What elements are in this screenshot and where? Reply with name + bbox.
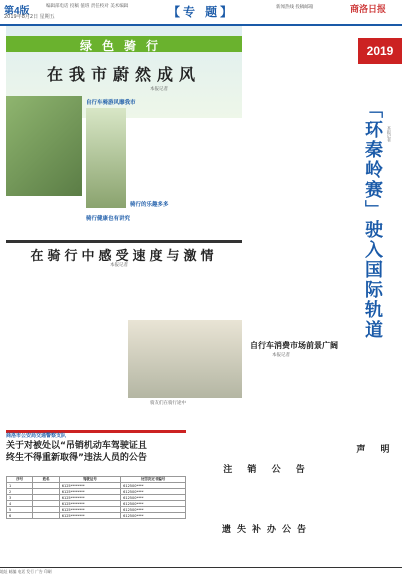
- banner-label: 绿色骑行: [79, 39, 168, 53]
- story1-subhead-1: 自行车骑游风靡我市: [86, 100, 136, 106]
- police-org: 商洛市公安局交通警察支队: [6, 433, 67, 439]
- story2-title: 在骑行中感受速度与激情: [30, 249, 218, 264]
- story1-title: 在我市蔚然成风: [46, 65, 201, 84]
- race-photo-caption: 骑友们在骑行途中: [150, 401, 186, 406]
- right-col-byline: 本报记者: [387, 126, 392, 142]
- table-row: 2 6125******** 612500****: [7, 489, 186, 495]
- bike-photo: [86, 108, 126, 208]
- police-table: [6, 476, 186, 519]
- section-title: 【专 题】: [168, 5, 236, 19]
- story1-left-text: [6, 200, 82, 227]
- story1-subhead-2: 骑行的乐趣多多: [130, 202, 169, 208]
- year-badge: 2019: [358, 38, 402, 64]
- page-number: 第4版: [4, 6, 30, 17]
- table-row: 6 6125******** 612500****: [7, 513, 186, 519]
- col-decision: 处罚决定书编号: [121, 477, 186, 483]
- police-title-2: 终生不得重新取得”违法人员的公告: [6, 453, 147, 463]
- lost-notice-title: 遗失补办公告: [221, 525, 312, 535]
- page-date: 2019年8月2日 星期五: [4, 14, 55, 20]
- statement-title: 声 明: [356, 445, 396, 455]
- header-right-meta: 新闻热线 投稿邮箱: [276, 5, 314, 10]
- table-row: 3 6125******** 612500****: [7, 495, 186, 501]
- cancellation-notice-title: 注 销 公 告: [223, 465, 311, 475]
- race-photo: [128, 320, 242, 398]
- police-title-1: 关于对被处以“吊销机动车驾驶证且: [6, 441, 147, 451]
- col-no: 序号: [7, 477, 33, 483]
- story3-title: 自行车消费市场前景广阔: [250, 341, 338, 350]
- story3-byline: 本报记者: [272, 353, 290, 358]
- header-meta: 编辑部电话 投稿 值班 责任校对 美术编辑: [46, 4, 129, 9]
- story1-byline: 本报记者: [150, 87, 168, 92]
- story1-subhead-3: 骑行健康也有讲究: [86, 216, 131, 222]
- right-col-title: 「环秦岭赛」驶入国际轨道: [362, 100, 383, 340]
- story2-rule: [6, 240, 242, 243]
- newspaper-logo: 商洛日报: [350, 5, 387, 15]
- col-license: 驾驶证号: [59, 477, 120, 483]
- cyclists-photo: [6, 96, 82, 196]
- page-footer: 地址 邮编 电话 发行 广告 印刷: [0, 567, 402, 575]
- story2-byline: 本报记者: [110, 263, 128, 268]
- col-name: 姓名: [33, 477, 59, 483]
- table-row: 4 6125******** 612500****: [7, 501, 186, 507]
- table-row: 1 6125******** 612500****: [7, 483, 186, 489]
- table-row: 5 6125******** 612500****: [7, 507, 186, 513]
